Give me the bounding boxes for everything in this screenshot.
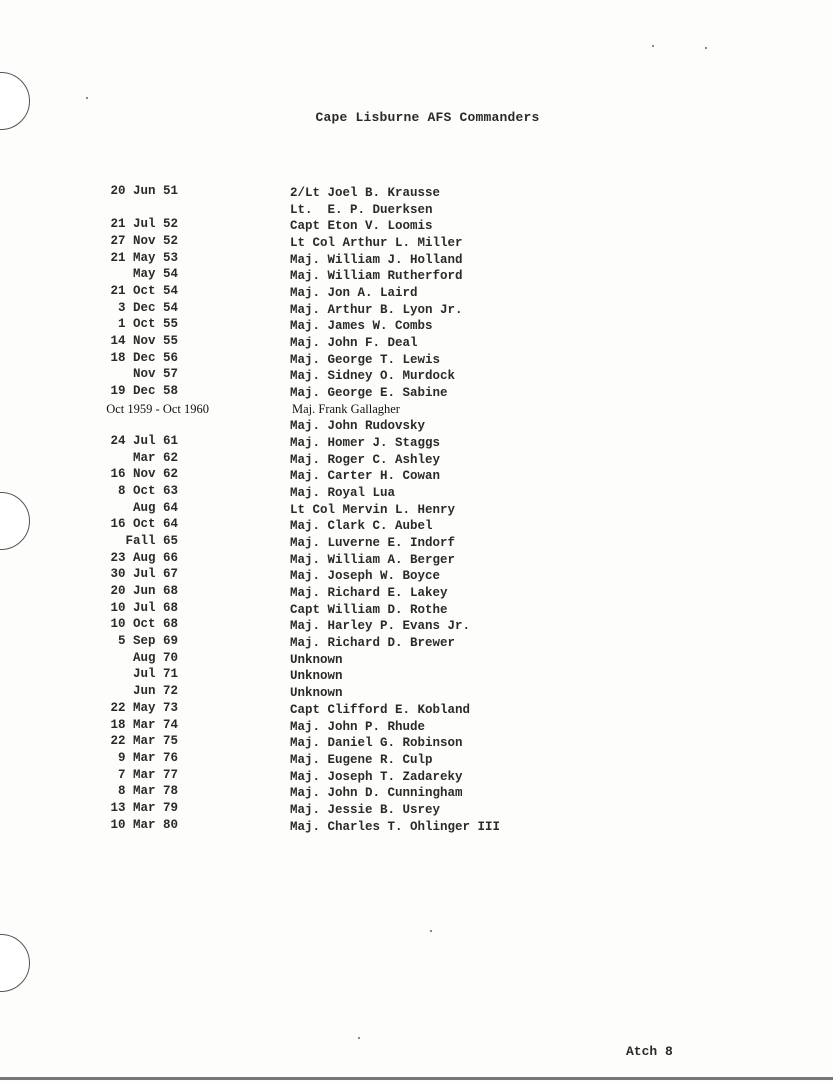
commander-row: [0, 466, 833, 483]
commander-row: [0, 800, 833, 817]
command-date: 9 Mar 76: [117, 750, 178, 765]
paper-speck: [86, 97, 88, 99]
commander-name: Maj. Carter H. Cowan: [290, 469, 441, 484]
commander-row: [0, 533, 833, 550]
command-date: 23 Aug 66: [110, 550, 178, 565]
command-date: 22 May 73: [110, 700, 178, 715]
commander-row: [0, 666, 833, 683]
commander-row: [0, 633, 833, 650]
commander-name: Maj. John Rudovsky: [290, 419, 426, 434]
command-date: 7 Mar 77: [117, 767, 178, 782]
command-date: 13 Mar 79: [110, 800, 178, 815]
document-title: Cape Lisburne AFS Commanders: [315, 110, 540, 125]
paper-speck: [358, 1037, 360, 1039]
commander-name: Maj. Sidney O. Murdock: [290, 369, 456, 384]
commander-row: [0, 500, 833, 517]
commander-name: Unknown: [290, 652, 343, 667]
commander-name: Maj. Richard D. Brewer: [290, 636, 456, 651]
command-date: 21 Oct 54: [110, 284, 178, 299]
command-date: 8 Mar 78: [117, 784, 178, 799]
command-date: 27 Nov 52: [110, 234, 178, 249]
commander-row: [0, 700, 833, 717]
commander-row: [0, 400, 833, 417]
commander-row: [0, 200, 833, 217]
command-date: 24 Jul 61: [110, 434, 178, 449]
commander-row: [0, 300, 833, 317]
command-date: 18 Mar 74: [110, 717, 178, 732]
commander-name: Maj. Richard E. Lakey: [290, 586, 448, 601]
command-date: 10 Mar 80: [110, 817, 178, 832]
commander-name: Maj. John P. Rhude: [290, 719, 426, 734]
commander-name: Maj. Daniel G. Robinson: [290, 736, 463, 751]
commander-name: Maj. Frank Gallagher: [292, 401, 400, 416]
command-date: 20 Jun 51: [110, 184, 178, 198]
command-date: Jul 71: [132, 667, 178, 682]
commander-row: [0, 583, 833, 600]
command-date: 20 Jun 68: [110, 584, 178, 599]
commander-row: [0, 600, 833, 617]
commander-name: Unknown: [290, 686, 343, 701]
commander-name: Maj. John F. Deal: [290, 336, 418, 351]
command-date: 14 Nov 55: [110, 334, 178, 349]
commander-name: Maj. Royal Lua: [290, 486, 396, 501]
command-date: Fall 65: [125, 534, 178, 549]
command-date: 5 Sep 69: [117, 634, 178, 649]
commander-name: Maj. Charles T. Ohlinger III: [290, 819, 501, 834]
commander-row: [0, 316, 833, 333]
paper-speck: [705, 47, 707, 49]
commander-row: [0, 183, 833, 200]
command-date: Jun 72: [132, 684, 178, 699]
commander-row: [0, 550, 833, 567]
commander-row: [0, 233, 833, 250]
command-date: 8 Oct 63: [117, 484, 178, 499]
commander-name: Maj. Homer J. Staggs: [290, 436, 441, 451]
commander-row: [0, 350, 833, 367]
command-date: Oct 1959 - Oct 1960: [106, 401, 209, 416]
commander-name: Maj. Joseph T. Zadareky: [290, 769, 463, 784]
command-date: Aug 64: [132, 500, 178, 515]
command-date: 21 May 53: [110, 250, 178, 265]
commander-row: [0, 450, 833, 467]
commander-name: Maj. William Rutherford: [290, 269, 463, 284]
command-date: 19 Dec 58: [110, 384, 178, 399]
command-date: 30 Jul 67: [110, 567, 178, 582]
commander-name: Lt Col Arthur L. Miller: [290, 236, 463, 251]
commander-row: [0, 733, 833, 750]
commander-row: [0, 216, 833, 233]
commander-row: [0, 283, 833, 300]
commander-name: Maj. William A. Berger: [290, 552, 456, 567]
commander-name: Maj. James W. Combs: [290, 319, 433, 334]
page-edge: [0, 1077, 833, 1080]
commander-row: [0, 433, 833, 450]
commander-name: Capt Eton V. Loomis: [290, 219, 433, 234]
commander-row: [0, 783, 833, 800]
command-date: 3 Dec 54: [117, 300, 178, 315]
commander-name: Lt. E. P. Duerksen: [290, 202, 433, 217]
commander-name: Maj. John D. Cunningham: [290, 786, 463, 801]
command-date: Aug 70: [132, 650, 178, 665]
commander-name: Capt William D. Rothe: [290, 602, 448, 617]
commander-name: Maj. Clark C. Aubel: [290, 519, 433, 534]
commander-name: Maj. Luverne E. Indorf: [290, 536, 456, 551]
commander-name: Maj. George T. Lewis: [290, 352, 441, 367]
commander-name: Maj. Harley P. Evans Jr.: [290, 619, 471, 634]
commander-row: [0, 266, 833, 283]
command-date: Mar 62: [132, 450, 178, 465]
commander-row: [0, 616, 833, 633]
commander-row: [0, 416, 833, 433]
commander-name: Maj. Roger C. Ashley: [290, 452, 441, 467]
commander-name: Maj. Joseph W. Boyce: [290, 569, 441, 584]
commander-row: [0, 383, 833, 400]
command-date: 18 Dec 56: [110, 350, 178, 365]
command-date: Nov 57: [132, 367, 178, 382]
commander-row: [0, 767, 833, 784]
commander-name: Maj. Jessie B. Usrey: [290, 802, 441, 817]
command-date: 21 Jul 52: [110, 217, 178, 232]
commander-name: Maj. Arthur B. Lyon Jr.: [290, 302, 463, 317]
commander-name: Lt Col Mervin L. Henry: [290, 502, 456, 517]
command-date: 10 Oct 68: [110, 617, 178, 632]
command-date: 16 Nov 62: [110, 467, 178, 482]
paper-speck: [652, 45, 654, 47]
command-date: 10 Jul 68: [110, 600, 178, 615]
commander-row: [0, 566, 833, 583]
attachment-label: Atch 8: [626, 1044, 673, 1059]
command-date: 22 Mar 75: [110, 734, 178, 749]
commander-list: [0, 183, 833, 833]
commander-name: Maj. William J. Holland: [290, 252, 463, 267]
binder-hole: [0, 934, 30, 992]
commander-name: Maj. Jon A. Laird: [290, 286, 418, 301]
commander-row: [0, 650, 833, 667]
commander-name: 2/Lt Joel B. Krausse: [290, 186, 441, 200]
command-date: 1 Oct 55: [117, 317, 178, 332]
commander-name: Capt Clifford E. Kobland: [290, 702, 471, 717]
commander-name: Maj. Eugene R. Culp: [290, 752, 433, 767]
command-date: 16 Oct 64: [110, 517, 178, 532]
commander-row: [0, 366, 833, 383]
commander-row: [0, 333, 833, 350]
commander-row: [0, 750, 833, 767]
command-date: May 54: [132, 267, 178, 282]
commander-name: Maj. George E. Sabine: [290, 386, 448, 401]
commander-row: [0, 683, 833, 700]
commander-row: [0, 250, 833, 267]
commander-row: [0, 483, 833, 500]
paper-speck: [430, 930, 432, 932]
commander-row: [0, 817, 833, 834]
commander-name: Unknown: [290, 669, 343, 684]
commander-row: [0, 717, 833, 734]
commander-row: [0, 516, 833, 533]
